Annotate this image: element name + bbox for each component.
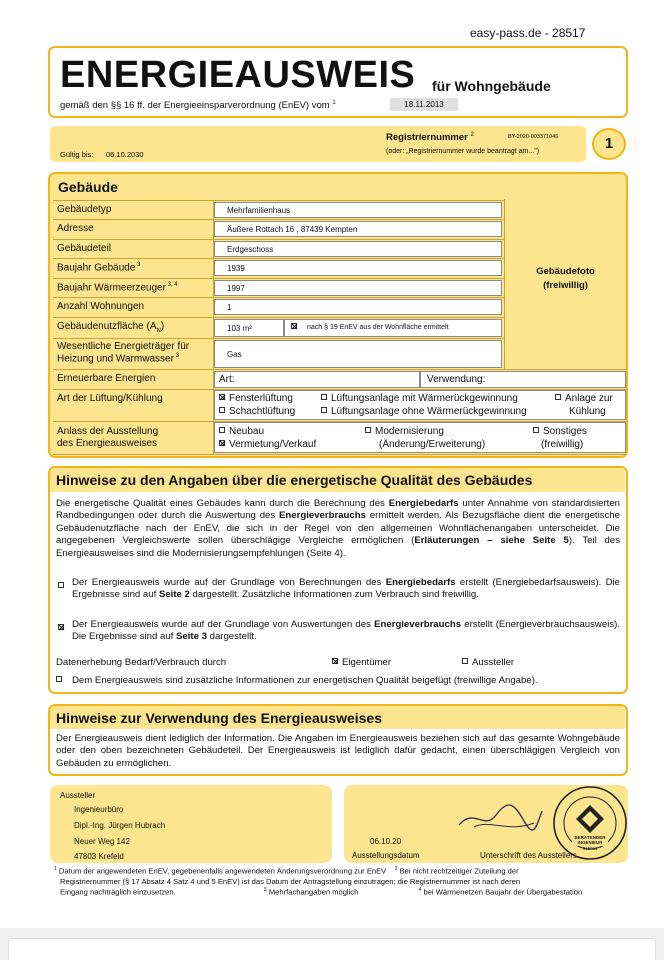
row-value-field[interactable]: Erdgeschoss	[214, 241, 502, 257]
footnote-cont-2-text: Eingang nachträglich einzusetzen.	[60, 888, 176, 897]
footnote-cont-1: Registriernummer (§ 17 Absatz 4 Satz 4 und 5 EnEV) ist das Datum der Antragstellung einzutragen; die Registriernummer ist nach deren	[60, 877, 521, 886]
row-label-text: Adresse	[57, 223, 94, 234]
photo-area	[504, 199, 626, 369]
survey-issuer-option[interactable]	[462, 657, 514, 669]
vent-cooling-label-2: Kühlung	[569, 406, 606, 417]
row-divider	[53, 258, 504, 259]
usage-section	[48, 704, 628, 776]
demand-text-2: erstellt (Energiebedarfsausweis). Die Ergebnisse sind auf	[72, 577, 620, 601]
row-label	[57, 223, 94, 235]
area-note-checkbox[interactable]	[291, 323, 297, 329]
hints-text-4: ). Teil des Energieausweises sind die Modernisierungsempfehlungen (Seite 4).	[56, 535, 620, 559]
row-label	[57, 282, 178, 294]
ventilation-label: Art der Lüftung/Kühlung	[57, 393, 163, 404]
hints-text-1: Die energetische Qualität eines Gebäudes kann durch die Berechnung des	[56, 498, 389, 509]
demand-text-3: dargestellt. Zusätzliche Informationen zum Verbrauch sind freiwillig.	[189, 589, 479, 601]
demand-bold-2: Seite 2	[158, 589, 190, 601]
document-title-suffix: für Wohngebäude	[432, 78, 551, 94]
row-label-text: Gebäudeteil	[57, 243, 111, 254]
row-value-field[interactable]: Mehrfamilienhaus	[214, 202, 502, 218]
signature-scribble	[454, 797, 544, 837]
row-divider	[53, 297, 504, 298]
table-bottom-line	[53, 454, 626, 455]
demand-certificate-option[interactable]	[56, 577, 620, 602]
row-label	[57, 204, 112, 216]
reason-new-building-label: Neubau	[229, 426, 265, 437]
stamp-mark-2: INGENIEUR	[577, 840, 603, 845]
row-label-footnote: 3	[135, 262, 141, 268]
reason-modernization[interactable]	[365, 426, 444, 437]
building-title: Gebäude	[58, 179, 118, 195]
hints-bold-1: Energiebedarfs	[388, 498, 459, 509]
survey-issuer-checkbox[interactable]	[462, 658, 468, 664]
reason-other-label-2: (freiwillig)	[541, 439, 584, 450]
issue-date: 06.10.20	[370, 837, 402, 846]
vent-shaft-checkbox[interactable]	[219, 407, 225, 413]
hints-bold-3: Erläuterungen – siehe Seite 5	[414, 535, 569, 547]
issue-date-label: Ausstellungsdatum	[352, 851, 420, 860]
footnote-4-text: bei Wärmenetzen Baujahr der Übergabestation	[423, 888, 583, 897]
extra-info-option[interactable]	[56, 675, 538, 687]
row-label-footnote: 3, 4	[165, 282, 178, 288]
row-divider	[53, 317, 504, 318]
signature-label: Unterschrift des Ausstellers	[480, 851, 577, 860]
registration-footnote: 2	[470, 132, 474, 138]
vent-without-recovery[interactable]	[321, 406, 527, 417]
row-divider	[53, 369, 626, 370]
vent-window-checkbox[interactable]	[219, 394, 225, 400]
row-value-field[interactable]: Äußere Rottach 16 , 87439 Kempten	[214, 221, 502, 237]
energy-value-field[interactable]: Gas	[214, 340, 502, 368]
hints-paragraph	[56, 498, 620, 560]
ventilation-options	[214, 390, 626, 420]
footnote-3-sup: 3	[263, 887, 267, 894]
footnote-1-sup: 1	[54, 866, 57, 872]
consumption-bold-1: Energieverbrauchs	[374, 619, 462, 630]
issuer-line-4: 47803 Krefeld	[74, 852, 124, 861]
reason-rent-sale-label: Vermietung/Verkauf	[229, 439, 317, 450]
footnote-2-text: Bei nicht rechtzeitiger Zuteilung der	[399, 866, 519, 876]
reason-other[interactable]	[533, 426, 587, 437]
extra-info-label: Dem Energieausweis sind zusätzliche Informationen zur energetischen Qualität beigefügt (freiwillige Angabe).	[72, 675, 538, 686]
row-label-text: Baujahr Gebäude	[57, 262, 136, 274]
page-number-badge	[592, 128, 626, 160]
site-reference: easy-pass.de - 28517	[470, 26, 586, 40]
issuer-box	[50, 785, 332, 863]
row-label	[57, 243, 111, 255]
row-divider	[53, 219, 504, 220]
consumption-text-1: Der Energieausweis wurde auf der Grundlage von Auswertungen des	[72, 619, 375, 630]
issuer-line-3: Neuer Weg 142	[74, 837, 130, 846]
subtitle-footnote: 1	[332, 100, 336, 106]
vent-cooling-label: Anlage zur	[565, 393, 613, 404]
energy-label-line-2-text: Heizung und Warmwasser	[57, 352, 174, 364]
reason-label-line-2: des Energieausweises	[57, 437, 158, 449]
row-divider	[53, 200, 504, 201]
reason-modernization-label-2: (Änderung/Erweiterung)	[379, 439, 486, 450]
usage-text: Der Energieausweis dient lediglich der Information. Die Angaben im Energieausweis beziehen sich auf das gesamte Wohngebäude oder den oben bezeichneten Gebäudeteil. Der Energieausweis ist lediglich dafür gedacht, einen überschlägigen Vergleich von Gebäuden zu ermöglichen.	[56, 733, 620, 769]
enev-date-field: 18.11.2013	[390, 98, 458, 111]
hints-text-3: ermittelt werden. Als Bezugsfläche dient die energetische Gebäudenutzfläche nach der EnEV, die sich in der Regel von den allgemeinen Wohnflächenangaben unterscheidet. Die angegebenen Vergleichswerte sollen überschlägige Vergleiche ermöglichen (	[56, 510, 620, 547]
demand-bold-1: Energiebedarfs	[385, 577, 456, 588]
registration-note: (oder: „Registriernummer wurde beantragt am...")	[386, 148, 540, 155]
survey-issuer-label: Aussteller	[472, 657, 515, 668]
consumption-text-2: erstellt (Energieverbrauchsausweis). Die Ergebnisse sind auf	[72, 619, 620, 643]
hints-title: Hinweise zu den Angaben über die energetische Qualität des Gebäudes	[56, 472, 533, 488]
page-number: 1	[604, 135, 614, 152]
next-page-edge	[0, 928, 664, 960]
row-value-field[interactable]: 1	[214, 299, 502, 315]
reason-rent-sale[interactable]	[219, 439, 316, 450]
reason-new-building[interactable]	[219, 426, 264, 437]
stamp-mark-1: BERATENDER	[574, 835, 606, 840]
reason-modernization-label: Modernisierung	[375, 426, 444, 437]
stamp-mark-3: 315011	[582, 846, 598, 851]
reason-label	[57, 426, 158, 449]
hints-section	[48, 466, 628, 694]
reason-label-line-1: Anlass der Ausstellung	[57, 426, 159, 437]
demand-checkbox[interactable]	[58, 582, 64, 588]
vent-with-recovery-checkbox[interactable]	[321, 394, 327, 400]
consumption-bold-2: Seite 3	[176, 631, 207, 643]
vent-window[interactable]	[219, 393, 293, 404]
hints-text-2: unter Annahme von standardisierten Randbedingungen oder durch die Auswertung des	[56, 498, 620, 522]
issuer-label: Aussteller	[60, 791, 96, 800]
footnotes	[54, 866, 624, 898]
vent-shaft-label: Schachtlüftung	[229, 406, 296, 417]
renewable-type-field[interactable]: Art:	[214, 371, 420, 388]
consumption-checkbox[interactable]	[58, 624, 64, 630]
energy-label	[57, 341, 189, 364]
registration-number: BY-2020-003371046	[508, 134, 559, 140]
registration-label-text: Registriernummer	[386, 132, 468, 144]
valid-until-value: 06.10.2030	[106, 150, 144, 159]
issuer-line-2: Dipl.-Ing. Jürgen Hubrach	[74, 821, 166, 830]
row-label	[57, 301, 144, 313]
usage-header	[50, 706, 625, 729]
valid-until-label: Gültig bis:	[60, 150, 94, 159]
footnote-1	[54, 866, 624, 877]
footnote-3-text: Mehrfachangaben möglich	[268, 888, 359, 897]
consumption-certificate-option[interactable]	[56, 619, 620, 644]
vent-with-recovery[interactable]	[321, 393, 518, 404]
row-label	[57, 262, 140, 274]
registration-label	[386, 132, 474, 143]
energy-label-line-1: Wesentliche Energieträger für	[57, 341, 190, 352]
renewable-use-field[interactable]: Verwendung:	[420, 371, 626, 388]
survey-owner-option[interactable]	[332, 657, 391, 669]
vent-without-recovery-checkbox[interactable]	[321, 407, 327, 413]
area-label	[57, 321, 164, 335]
survey-owner-label: Eigentümer	[342, 657, 392, 668]
row-label-text: Gebäudetyp	[57, 204, 112, 215]
title-box	[48, 46, 628, 118]
survey-label: Datenerhebung Bedarf/Verbrauch durch	[56, 657, 227, 668]
reason-rent-sale-checkbox[interactable]	[219, 440, 225, 446]
reason-other-label: Sonstiges	[543, 426, 587, 437]
energy-footnote: 3	[173, 352, 179, 359]
photo-sublabel: (freiwillig)	[543, 280, 588, 291]
row-divider	[53, 338, 504, 339]
survey-owner-checkbox[interactable]	[332, 658, 338, 664]
label-column-divider	[213, 200, 214, 454]
footnote-2-sup: 2	[394, 866, 398, 872]
renewable-label: Erneuerbare Energien	[57, 373, 156, 384]
reason-other-checkbox[interactable]	[533, 427, 539, 433]
document-subtitle	[60, 100, 336, 111]
signature-box	[344, 785, 628, 863]
document-title: ENERGIEAUSWEIS	[60, 54, 416, 96]
footnote-1-text: Datum der angewendeten EnEV, gegebenenfalls angewendeten Änderungsverordnung zur EnEV	[58, 866, 387, 876]
row-divider	[53, 239, 504, 240]
area-label-text: Gebäudenutzfläche (A	[57, 321, 157, 332]
registration-bar	[50, 126, 586, 162]
row-value-field[interactable]: 1997	[214, 280, 502, 296]
area-value-field[interactable]: 103 m²	[214, 319, 284, 337]
row-value-field[interactable]: 1939	[214, 260, 502, 276]
footnote-4-sup: 4	[418, 887, 422, 894]
reason-modernization-checkbox[interactable]	[365, 427, 371, 433]
area-label-sub: N	[156, 328, 161, 334]
vent-cooling[interactable]	[555, 393, 613, 404]
vent-cooling-checkbox[interactable]	[555, 394, 561, 400]
area-note-field	[284, 319, 502, 337]
official-stamp	[550, 783, 630, 863]
usage-title: Hinweise zur Verwendung des Energieausweises	[56, 710, 383, 726]
subtitle-text: gemäß den §§ 16 ff. der Energieeinsparverordnung (EnEV) vom	[60, 100, 330, 112]
energy-label-line-2	[57, 353, 189, 365]
reason-options	[214, 422, 626, 453]
area-label-end: )	[160, 321, 165, 332]
hints-header	[50, 468, 625, 492]
row-divider	[53, 278, 504, 279]
footnote-cont-2	[54, 887, 624, 898]
consumption-text-3: dargestellt.	[206, 631, 257, 643]
demand-text-1: Der Energieausweis wurde auf der Grundlage von Berechnungen des	[72, 577, 386, 588]
hints-bold-2: Energieverbrauchs	[279, 510, 366, 522]
issuer-line-1: Ingenieurbüro	[74, 805, 124, 814]
extra-info-checkbox[interactable]	[56, 676, 62, 682]
row-label-text: Baujahr Wärmeerzeuger	[57, 282, 166, 294]
vent-window-label: Fensterlüftung	[229, 393, 293, 404]
reason-new-building-checkbox[interactable]	[219, 427, 225, 433]
vent-without-recovery-label: Lüftungsanlage ohne Wärmerückgewinnung	[331, 406, 527, 417]
vent-shaft[interactable]	[219, 406, 295, 417]
area-note-text: nach § 19 EnEV aus der Wohnfläche ermittelt	[307, 324, 449, 331]
vent-with-recovery-label: Lüftungsanlage mit Wärmerückgewinnung	[331, 393, 518, 404]
row-label-text: Anzahl Wohnungen	[57, 301, 145, 312]
photo-label: Gebäudefoto	[536, 266, 595, 277]
